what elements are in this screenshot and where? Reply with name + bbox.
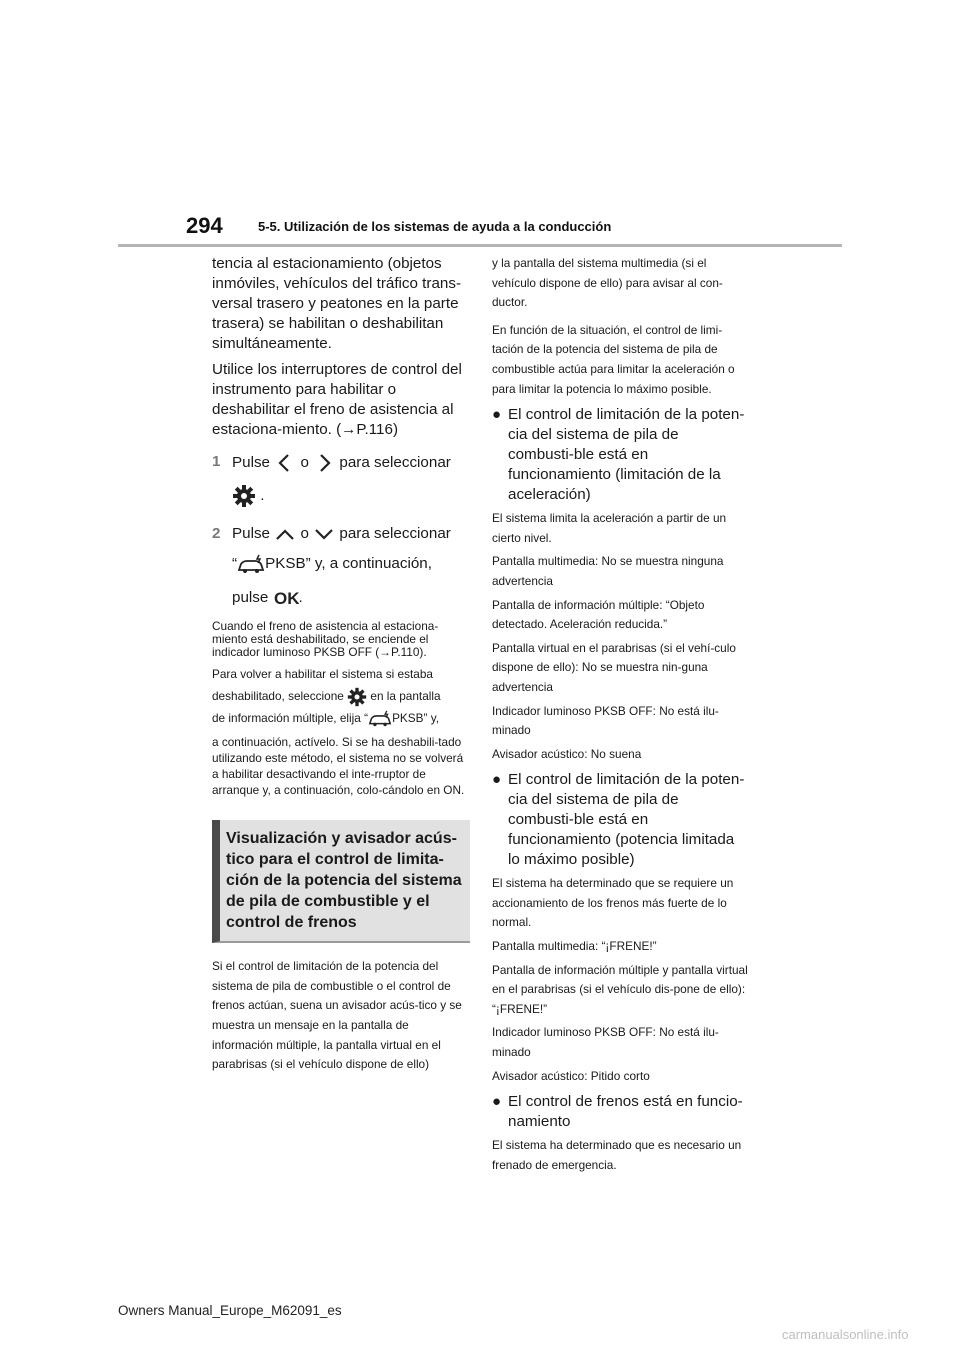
step-1-end: .: [260, 487, 265, 505]
step-1-post: para seleccionar: [339, 454, 451, 472]
gear-icon: [347, 687, 367, 707]
chevron-left-icon: [274, 452, 296, 474]
note-reenable-c: de información múltiple, elija “ PKSB” y,: [212, 709, 470, 729]
section-title: 5-5. Utilización de los sistemas de ayuda a la conducción: [258, 219, 612, 234]
detail-line: Indicador luminoso PKSB OFF: No está ilu-minado: [492, 1025, 719, 1060]
detail-line: Pantalla multimedia: No se muestra ninguna advertencia: [492, 554, 724, 588]
step-1-pre: Pulse: [232, 454, 270, 472]
footer-watermark[interactable]: carmanualsonline.info: [782, 1327, 909, 1342]
detail-line: El sistema ha determinado que es necesario un frenado de emergencia.: [492, 1138, 742, 1172]
warning-intro-paragraph: Si el control de limitación de la potencia del sistema de pila de combustible o el control de frenos actúan, suena un avisador acús-tico y se muestra un mensaje en la pantalla de información múltiple, la pantalla virtual en el parabrisas (si el vehículo dispone de ello): [212, 959, 462, 1072]
step-2-post: para seleccionar: [339, 525, 451, 542]
step-1: [212, 452, 470, 474]
chevron-right-icon: [313, 452, 335, 474]
detail-line: Pantalla virtual en el parabrisas (si el vehí-culo dispone de ello): No se muestra nin-guna advertencia: [492, 640, 736, 694]
bullet-brake-control-details: [492, 1136, 748, 1175]
step-1-number: 1: [212, 453, 221, 470]
situation-paragraph: En función de la situación, el control de limi-tación de la potencia del sistema de pila de combustible actúa para limitar la aceleración o para limitar la potencia lo máximo posible.: [492, 322, 735, 396]
car-warning-icon: [368, 710, 392, 727]
detail-line: Avisador acústico: No suena: [492, 746, 642, 761]
detail-line: Pantalla de información múltiple: “Objeto detectado. Aceleración reducida.”: [492, 597, 705, 632]
bullet-icon: ●: [492, 771, 502, 789]
footer-manual-id: Owners Manual_Europe_M62091_es: [118, 1303, 342, 1318]
detail-line: El sistema ha determinado que se requiere un accionamiento de los frenos más fuerte de lo normal.: [492, 876, 734, 930]
intro-paragraph: tencia al estacionamiento (objetos inmóviles, vehículos del tráfico trans-versal trasero y peatones en la parte trasera) se habilitan o deshabilitan simultáneamente.: [212, 255, 462, 352]
bullet-icon: ●: [492, 406, 502, 424]
bullet-icon: ●: [492, 1093, 502, 1111]
car-warning-icon: [237, 554, 265, 574]
note-pksb-off: Cuando el freno de asistencia al estaciona-miento está deshabilitado, se enciende el indicador luminoso PKSB OFF (→P.110).: [212, 619, 439, 660]
step-2-number: 2: [212, 525, 221, 542]
detail-line: Pantalla de información múltiple y pantalla virtual en el parabrisas (si el vehículo dis-pone de ello): “¡FRENE!”: [492, 962, 748, 1016]
header-rule: [118, 244, 842, 247]
chevron-down-icon: [313, 526, 335, 542]
chevron-up-icon: [274, 526, 296, 542]
left-column: [212, 254, 470, 1079]
continuation-paragraph: y la pantalla del sistema multimedia (si el vehículo dispone de ello) para avisar al con-ductor.: [492, 256, 723, 310]
step-1-line2: [232, 484, 470, 508]
note-reenable-a: Para volver a habilitar el sistema si estaba: [212, 667, 433, 682]
right-column: [492, 254, 748, 1179]
step-2-line3: pulse OK .: [232, 589, 303, 607]
bullet-brake-control: ● El control de frenos está en funcio-namiento: [492, 1093, 743, 1131]
detail-line: Pantalla multimedia: “¡FRENE!”: [492, 939, 657, 954]
bullet-power-limit: ● El control de limitación de la poten-cia del sistema de pila de combusti-ble está en funcionamiento (potencia limitada lo máximo posible): [492, 771, 745, 869]
gear-icon: [232, 484, 256, 508]
step-2-mid: o: [300, 525, 309, 542]
step-2-pre: Pulse: [232, 525, 270, 542]
ok-button-icon: [273, 589, 299, 607]
step-2: [212, 524, 470, 544]
bullet-power-limit-details: [492, 874, 748, 1086]
page-number: 294: [186, 213, 223, 238]
note-reenable-b: deshabilitado, seleccione en la pantalla: [212, 687, 470, 707]
step-2-line2: “ PKSB” y, a continuación,: [232, 555, 432, 573]
step-1-mid: o: [300, 454, 309, 472]
instruction-paragraph: Utilice los interruptores de control del instrumento para habilitar o deshabilitar el freno de asistencia al estaciona-miento. (→P.116): [212, 361, 462, 438]
bullet-acceleration-limit-details: [492, 509, 748, 764]
detail-line: Indicador luminoso PKSB OFF: No está ilu-minado: [492, 703, 719, 738]
section-heading-box: Visualización y avisador acús-tico para el control de limita-ción de la potencia del sistema de pila de combustible y el control de frenos: [212, 820, 470, 943]
note-reenable-d: a continuación, actívelo. Si se ha deshabili-tado utilizando este método, el sistema no se volverá a habilitar desactivando el inte-rruptor de arranque y, a continuación, colo-cándolo en ON.: [212, 735, 465, 798]
detail-line: El sistema limita la aceleración a partir de un cierto nivel.: [492, 511, 727, 545]
detail-line: Avisador acústico: Pitido corto: [492, 1068, 650, 1083]
svg-text:OK: OK: [273, 589, 299, 607]
bullet-acceleration-limit: ● El control de limitación de la poten-cia del sistema de pila de combusti-ble está en funcionamiento (limitación de la aceleración): [492, 406, 745, 504]
step-2-line2-text: PKSB” y, a continuación,: [265, 555, 432, 573]
